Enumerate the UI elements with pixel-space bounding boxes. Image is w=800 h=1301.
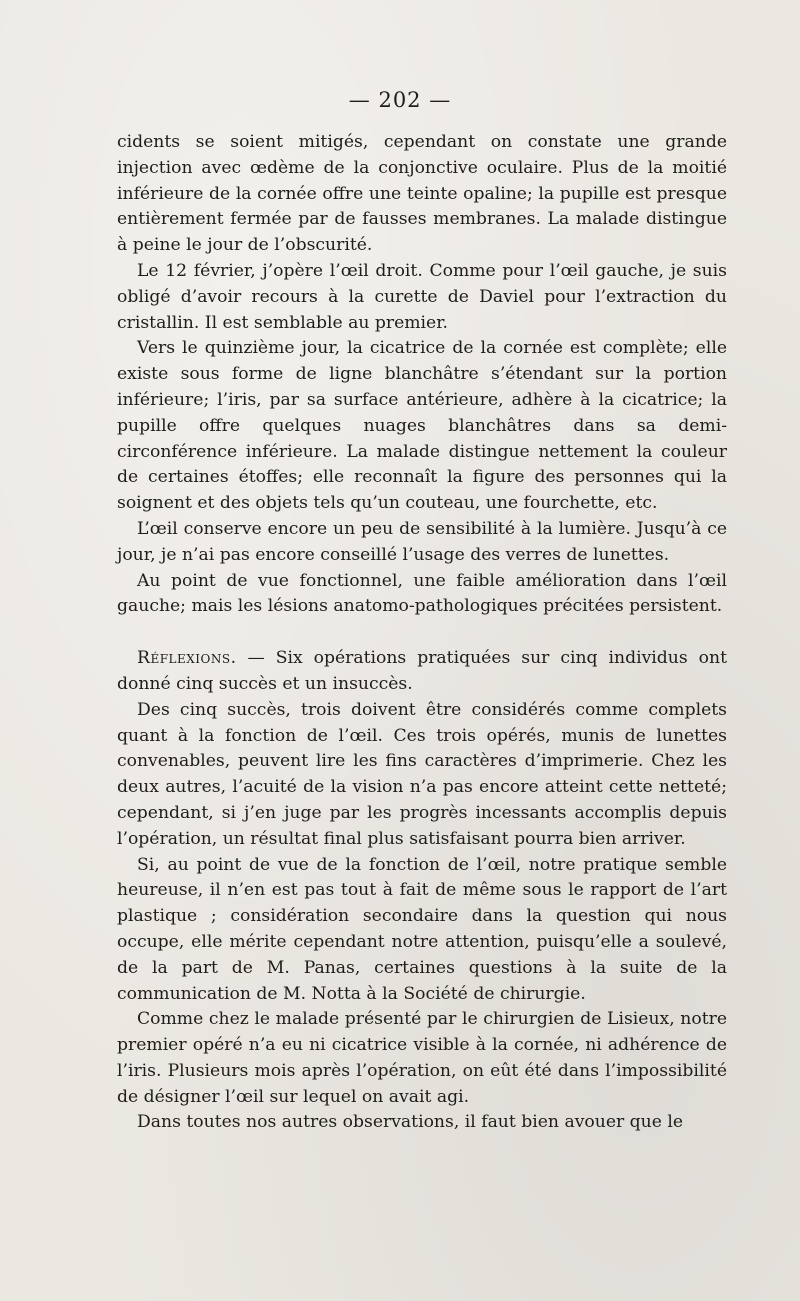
reflexions-paragraph [117, 646, 727, 698]
body-text [117, 130, 727, 1136]
paragraph-6: Des cinq succès, trois doivent être considérés comme complets quant à la fonction de l’œil. Ces trois opérés, munis de lunettes convenables, peuvent lire les fins caractères d’imprimerie. Chez les deux autres, l’acuité de la vision n’a pas encore atteint cette netteté; cependant, si j’en juge par les progrès incessants accomplis depuis l’opération, un résultat final plus satisfaisant pourra bien arriver. [117, 699, 727, 849]
page-number: — 202 — [348, 88, 452, 112]
paragraph-2: Le 12 février, j’opère l’œil droit. Comme pour l’œil gauche, je suis obligé d’avoir recours à la curette de Daviel pour l’extraction du cristallin. Il est semblable au premier. [117, 260, 727, 333]
reflexions-heading: Réflexions. [137, 648, 237, 669]
paragraph-4: L’œil conserve encore un peu de sensibilité à la lumière. Jusqu’à ce jour, je n’ai pas encore conseillé l’usage des verres de lunettes. [117, 518, 727, 565]
reflexions-text: — Six opérations pratiquées sur cinq individus ont donné cinq succès et un insuccès. [117, 648, 727, 694]
paragraph-9: Dans toutes nos autres observations, il faut bien avouer que le [137, 1112, 684, 1133]
paragraph-8: Comme chez le malade présenté par le chirurgien de Lisieux, notre premier opéré n’a eu ni cicatrice visible à la cornée, ni adhérence de l’iris. Plusieurs mois après l’opération, on eût été dans l’impossibilité de désigner l’œil sur lequel on avait agi. [117, 1009, 727, 1107]
paragraph-5: Au point de vue fonctionnel, une faible amélioration dans l’œil gauche; mais les lésions anatomo-pathologiques précitées persistent. [117, 570, 727, 617]
paragraph-3: Vers le quinzième jour, la cicatrice de la cornée est complète; elle existe sous forme de ligne blanchâtre s’étendant sur la portion inférieure; l’iris, par sa surface antérieure, adhère à la cicatrice; la pupille offre quelques nuages blanchâtres dans sa demi-circonférence inférieure. La malade distingue nettement la couleur de certaines étoffes; elle reconnaît la figure des personnes qui la soignent et des objets tels qu’un couteau, une fourchette, etc. [117, 338, 727, 514]
paragraph-1: cidents se soient mitigés, cependant on constate une grande injection avec œdème de la conjonctive oculaire. Plus de la moitié inférieure de la cornée offre une teinte opaline; la pupille est presque entièrement fermée par de fausses membranes. La malade distingue à peine le jour de l’obscurité. [117, 132, 727, 256]
paragraph-7: Si, au point de vue de la fonction de l’œil, notre pratique semble heureuse, il n’en est pas tout à fait de même sous le rapport de l’art plastique ; considération secondaire dans la question qui nous occupe, elle mérite cependant notre attention, puisqu’elle a soulevé, de la part de M. Panas, certaines questions à la suite de la communication de M. Notta à la Société de chirurgie. [117, 854, 727, 1004]
